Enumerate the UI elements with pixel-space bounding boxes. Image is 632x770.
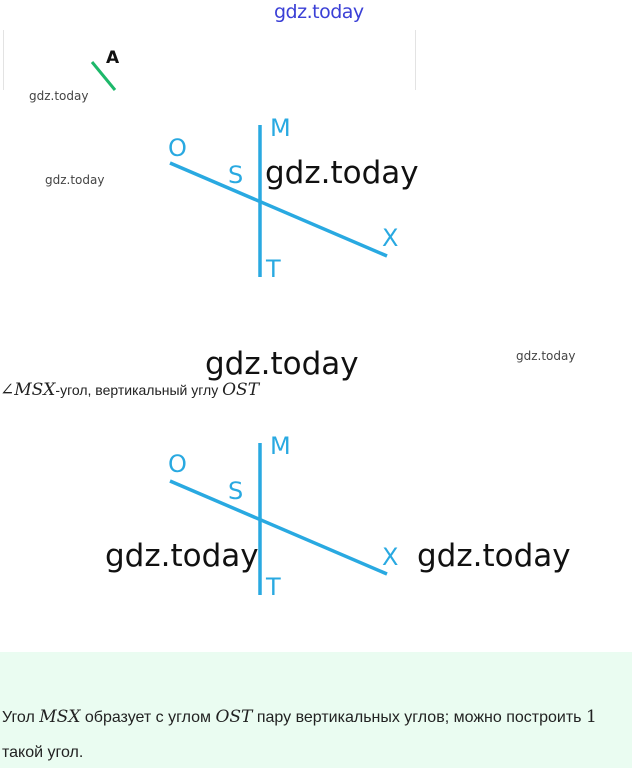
angle-ost: OST — [222, 380, 260, 400]
watermark: gdz.today — [265, 155, 419, 191]
answer-part: Угол — [2, 709, 35, 726]
answer-count: 1 — [585, 707, 597, 727]
label-s: S — [228, 161, 244, 189]
angle-msx: ∠MSX — [0, 380, 56, 400]
label-x: X — [382, 543, 399, 571]
watermark: gdz.today — [105, 538, 259, 574]
watermark: gdz.today — [516, 349, 576, 363]
label-m: M — [270, 432, 291, 460]
answer-part: пару вертикальных углов; можно построить — [256, 709, 582, 726]
statement-line — [0, 380, 259, 400]
label-m: M — [270, 114, 291, 142]
label-x: X — [382, 224, 399, 252]
label-o: O — [168, 134, 187, 162]
label-s: S — [228, 477, 244, 505]
figure-vertical-angles-1 — [160, 110, 420, 285]
top-figure-box — [3, 30, 416, 90]
site-logo[interactable]: gdz.today — [274, 1, 364, 23]
watermark: gdz.today — [45, 173, 105, 187]
label-t: T — [266, 573, 281, 601]
figure-vertical-angles-2 — [160, 430, 420, 605]
watermark: gdz.today — [205, 346, 359, 382]
label-o: O — [168, 450, 187, 478]
watermark: gdz.today — [29, 89, 89, 103]
point-a-label: A — [106, 48, 120, 68]
watermark: gdz.today — [417, 538, 571, 574]
answer-angle-ost: OST — [215, 707, 253, 727]
answer-part: образует с углом — [84, 709, 212, 726]
answer-part: такой угол. — [2, 744, 84, 761]
statement-text: -угол, вертикальный углу — [55, 382, 219, 398]
answer-angle-msx: MSX — [39, 707, 81, 727]
label-t: T — [266, 255, 281, 283]
answer-text — [2, 700, 622, 770]
